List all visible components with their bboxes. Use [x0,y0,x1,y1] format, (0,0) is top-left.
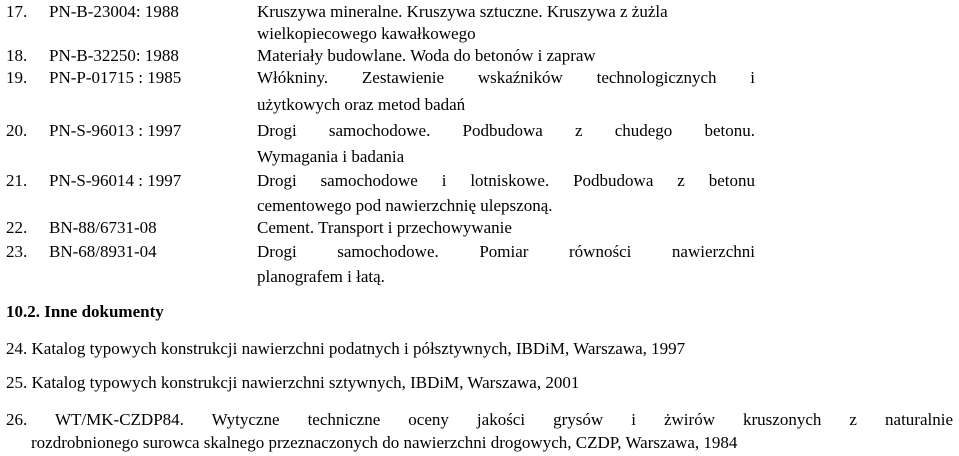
standard-title: Drogi samochodowe. Podbudowa z chudego betonu. [257,121,755,140]
standard-title-cont: wielkopiecowego kawałkowego [257,24,476,43]
standard-code: BN-88/6731-08 [49,218,157,237]
item-number: 19. [6,68,28,87]
standard-code: PN-B-23004: 1988 [49,2,179,21]
item-number: 21. [6,171,28,190]
document-entry: 25. Katalog typowych konstrukcji nawierzchni sztywnych, IBDiM, Warszawa, 2001 [6,373,580,392]
standard-title: Kruszywa mineralne. Kruszywa sztuczne. Kruszywa z żużla [257,2,668,21]
item-number: 17. [6,2,28,21]
standard-title: Drogi samochodowe i lotniskowe. Podbudowa z betonu [257,171,755,190]
item-number: 20. [6,121,28,140]
item-number: 18. [6,46,28,65]
item-number: 22. [6,218,28,237]
section-heading: 10.2. Inne dokumenty [6,302,164,321]
standard-title-cont: planografem i łatą. [257,267,385,286]
standard-code: PN-B-32250: 1988 [49,46,179,65]
standard-title-cont: Wymagania i badania [257,147,405,166]
standard-title-cont: cementowego pod nawierzchnię ulepszoną. [257,196,553,215]
document-entry: 24. Katalog typowych konstrukcji nawierzchni podatnych i półsztywnych, IBDiM, Warszawa, 1997 [6,339,686,358]
standard-title-cont: użytkowych oraz metod badań [257,95,466,114]
standard-title: Włókniny. Zestawienie wskaźników technologicznych i [257,68,755,87]
standard-title: Cement. Transport i przechowywanie [257,218,512,237]
standard-code: BN-68/8931-04 [49,242,157,261]
document-entry-cont: rozdrobnionego surowca skalnego przeznaczonych do nawierzchni drogowych, CZDP, Warszawa, 1984 [31,433,738,452]
standard-title: Drogi samochodowe. Pomiar równości nawierzchni [257,242,755,261]
standard-title: Materiały budowlane. Woda do betonów i zapraw [257,46,596,65]
standard-code: PN-S-96013 : 1997 [49,121,182,140]
standard-code: PN-S-96014 : 1997 [49,171,182,190]
standard-code: PN-P-01715 : 1985 [49,68,182,87]
document-entry: 26. WT/MK-CZDP84. Wytyczne techniczne oceny jakości grysów i żwirów kruszonych z naturalnie [6,410,953,429]
item-number: 23. [6,242,28,261]
